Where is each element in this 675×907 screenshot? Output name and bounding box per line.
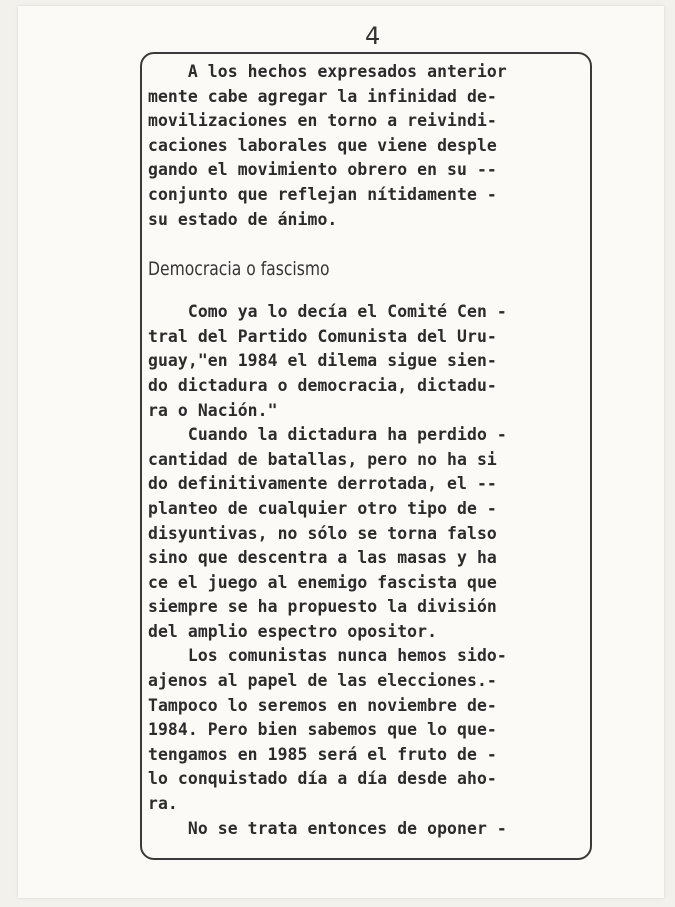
text-line: ra. — [148, 794, 178, 814]
text-line: lo conquistado día a día desde aho- — [148, 769, 497, 789]
text-line: A los hechos expresados anterior — [148, 62, 507, 81]
text-line: mente cabe agregar la infinidad de- — [148, 86, 497, 106]
text-line: do dictadura o democracia, dictadu- — [148, 375, 497, 395]
text-line: Cuando la dictadura ha perdido - — [148, 425, 507, 445]
text-line: do definitivamente derrotada, el -- — [148, 474, 497, 494]
paragraph-hechos — [148, 60, 588, 232]
text-line: del amplio espectro opositor. — [148, 621, 438, 641]
text-line: tral del Partido Comunista del Uru- — [148, 326, 497, 346]
paragraph-democracia — [148, 300, 588, 841]
text-line: ra o Nación." — [148, 400, 278, 420]
text-line: tengamos en 1985 será el fruto de - — [148, 744, 497, 764]
text-line: disyuntivas, no sólo se torna falso — [148, 523, 497, 543]
text-line: No se trata entonces de oponer - — [148, 818, 507, 838]
text-line: ce el juego al enemigo fascista que — [148, 572, 497, 592]
text-line: Como ya lo decía el Comité Cen - — [148, 302, 507, 322]
text-line: guay,"en 1984 el dilema sigue sien- — [148, 351, 497, 371]
typewritten-text — [148, 60, 588, 841]
text-line: su estado de ánimo. — [148, 209, 338, 229]
text-line: gando el movimiento obrero en su -- — [148, 160, 497, 180]
page-number: 4 — [365, 22, 381, 50]
section-heading: Democracia o fascismo — [148, 258, 330, 281]
text-line: Tampoco lo seremos en noviembre de- — [148, 695, 497, 715]
text-line: movilizaciones en torno a reivindi- — [148, 111, 497, 131]
text-line: sino que descentra a las masas y ha — [148, 548, 497, 568]
text-line: Los comunistas nunca hemos sido- — [148, 646, 507, 666]
text-line: caciones laborales que viene desple — [148, 135, 497, 155]
text-line: planteo de cualquier otro tipo de - — [148, 498, 497, 518]
text-line: cantidad de batallas, pero no ha si — [148, 449, 497, 469]
text-line: siempre se ha propuesto la división — [148, 597, 497, 617]
text-line: ajenos al papel de las elecciones.- — [148, 671, 497, 691]
text-line: conjunto que reflejan nítidamente - — [148, 184, 497, 204]
text-line: 1984. Pero bien sabemos que lo que- — [148, 720, 497, 740]
